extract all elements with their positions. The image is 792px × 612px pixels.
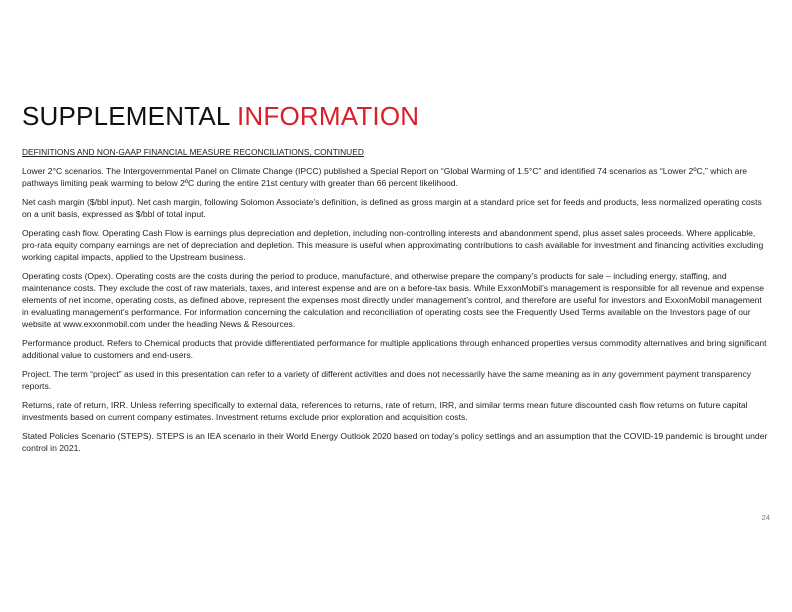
definition-steps: Stated Policies Scenario (STEPS). STEPS is an IEA scenario in their World Energy Outlook 2020 based on today’s policy settings and an assumption that the COVID-19 pandemic is brought under control in 2021. — [22, 431, 768, 453]
definition-operating-costs: Operating costs (Opex). Operating costs are the costs during the period to produce, manufacture, and otherwise prepare the company’s products for sale – including energy, staffing, and maintenance costs. They exclude the cost of raw materials, taxes, and interest expense and are on a before-tax basis. While ExxonMobil’s management is responsible for all revenue and expense elements of net income, operating costs, as defined above, represent the expenses most directly under management’s control, and therefore are useful for investors and ExxonMobil management in evaluating management’s performance. For information concerning the calculation and reconciliation of operating costs see the Frequently Used Terms available on the Investors page of our website at www.exxonmobil.com under the heading News & Resources. — [22, 271, 765, 329]
definition-net-cash-margin: Net cash margin ($/bbl input). Net cash margin, following Solomon Associate’s definition, is defined as gross margin at a standard price set for feeds and products, less normalized operating costs on a unit basis, expressed as $/bbl of total input. — [22, 197, 762, 219]
page-number: 24 — [761, 513, 770, 522]
title-accent: INFORMATION — [237, 101, 420, 131]
definitions-content — [22, 146, 770, 461]
definition-performance-product: Performance product. Refers to Chemical products that provide differentiated performance for multiple applications through enhanced properties versus commodity alternatives and bring significant additional value to customers and end-users. — [22, 338, 767, 360]
page-title — [22, 100, 419, 132]
definition-operating-cash-flow: Operating cash flow. Operating Cash Flow is earnings plus depreciation and depletion, including non-controlling interests and abandonment spend, plus asset sales proceeds. Where applicable, pro-rata equity company earnings are net of depreciation and depletion. This measure is useful when approximating contributions to cash available for investment and financing activities excluding working capital impacts, applied to the Upstream business. — [22, 228, 764, 262]
definition-project: Project. The term “project” as used in this presentation can refer to a variety of different activities and does not necessarily have the same meaning as in any government payment transparency reports. — [22, 369, 752, 391]
definition-lower-2c-scenarios: Lower 2°C scenarios. The Intergovernmental Panel on Climate Change (IPCC) published a Special Report on “Global Warming of 1.5°C” and identified 74 scenarios as “Lower 2ºC,” which are pathways limiting peak warming to below 2ºC during the entire 21st century with greater than 66 percent likelihood. — [22, 166, 748, 188]
section-heading: DEFINITIONS AND NON-GAAP FINANCIAL MEASURE RECONCILIATIONS, CONTINUED — [22, 147, 364, 157]
definition-returns: Returns, rate of return, IRR. Unless referring specifically to external data, references to returns, rate of return, IRR, and similar terms mean future discounted cash flow returns on future capital investments based on current company estimates. Investment returns exclude prior exploration and acquisition costs. — [22, 400, 748, 422]
title-main: SUPPLEMENTAL — [22, 101, 237, 131]
